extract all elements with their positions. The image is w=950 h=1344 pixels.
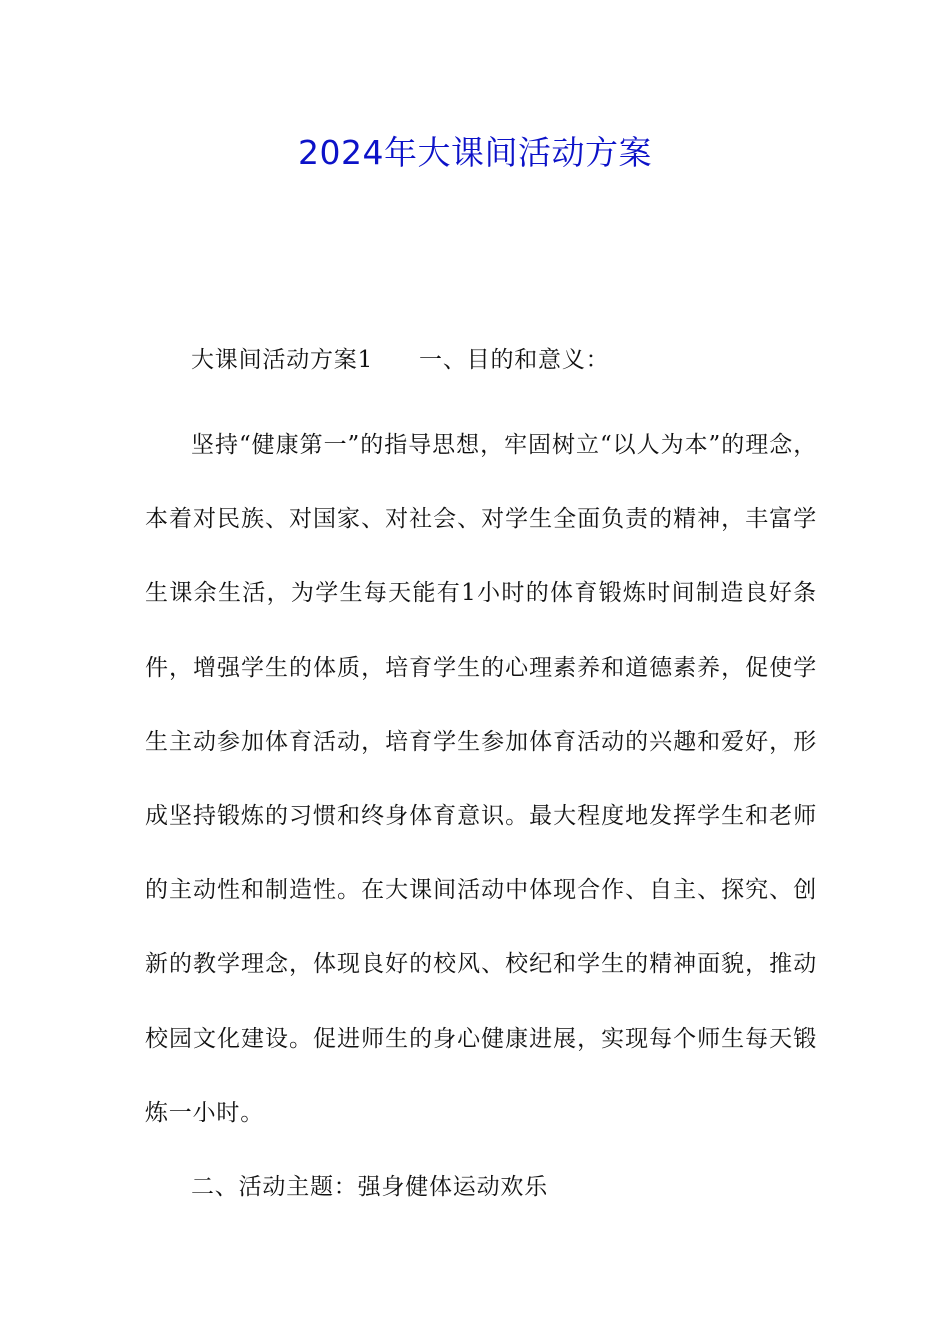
section2-heading: 二、活动主题：强身健体运动欢乐 [191,1174,548,1201]
document-body [145,334,817,1224]
plan-heading-line [145,334,817,386]
document-title: 2024年大课间活动方案 [298,133,652,172]
section1-heading: 一、目的和意义： [419,347,610,373]
purpose-paragraph: 坚持“健康第一”的指导思想，牢固树立“以人为本”的理念，本着对民族、对国家、对社会、对学生全面负责的精神，丰富学生课余生活，为学生每天能有1小时的体育锻炼时间制造良好条件，增强学生的体质，培育学生的心理素养和道德素养，促使学生主动参加体育活动，培育学生参加体育活动的兴趣和爱好，形成坚持锻炼的习惯和终身体育意识。最大程度地发挥学生和老师的主动性和制造性。在大课间活动中体现合作、自主、探究、创新的教学理念，体现良好的校风、校纪和学生的精神面貌，推动校园文化建设。促进师生的身心健康进展，实现每个师生每天锻炼一小时。 [145,432,817,1126]
plan-heading: 大课间活动方案1 [191,347,374,373]
